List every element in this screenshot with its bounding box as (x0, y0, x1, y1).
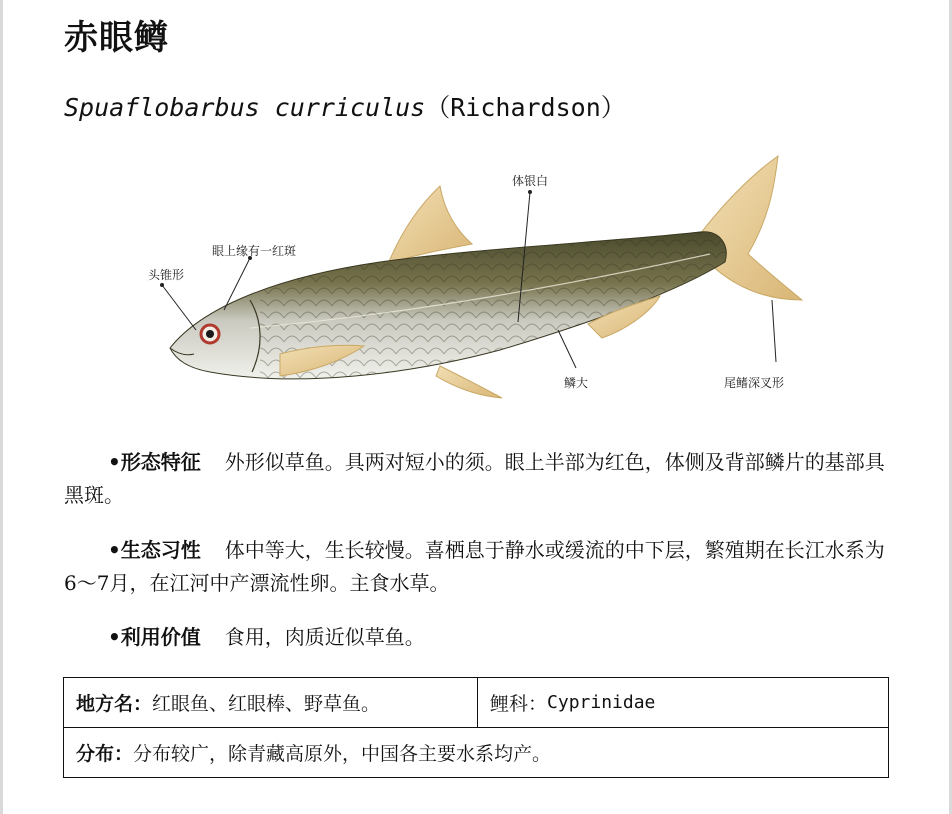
bullet: • (108, 538, 121, 562)
section-ecology (64, 534, 890, 600)
label-eye-spot: 眼上缘有一红斑 (212, 244, 297, 258)
bullet: • (108, 625, 121, 649)
tail-fin (700, 156, 802, 300)
pupil (206, 330, 214, 338)
section-text: 食用，肉质近似草鱼。 (224, 625, 425, 649)
scientific-name: Spuaflobarbus curriculus (64, 93, 426, 122)
local-names-cell (64, 678, 478, 727)
scientific-name-line (64, 88, 626, 124)
label-head-shape: 头锥形 (148, 268, 185, 282)
author-citation: （Richardson） (425, 93, 626, 122)
section-text: 外形似草鱼。具两对短小的须。眼上半部为红色，体侧及背部鳞片的基部具黑斑。 (64, 450, 885, 507)
family-value: Cyprinidae (547, 692, 656, 713)
callout-scales (558, 330, 576, 368)
callout-head-dot (160, 283, 164, 287)
distribution-key: 分布： (76, 743, 134, 765)
distribution-cell (64, 728, 551, 777)
fish-drawing (140, 150, 820, 412)
page-title: 赤眼鳟 (64, 18, 169, 58)
family-key: 鲤科： (490, 693, 548, 715)
section-heading: 形态特征 (120, 450, 201, 474)
callout-tail (772, 300, 776, 362)
callout-body-dot (528, 190, 532, 194)
section-morphology (64, 446, 890, 512)
page-edge-left (0, 0, 3, 814)
local-names-value: 红眼鱼、红眼棒、野草鱼。 (152, 693, 381, 715)
label-scales: 鳞大 (564, 376, 589, 390)
label-body-color: 体银白 (512, 174, 549, 188)
section-uses (64, 621, 890, 654)
bullet: • (108, 450, 121, 474)
distribution-value: 分布较广，除青藏高原外，中国各主要水系均产。 (133, 743, 552, 765)
section-heading: 利用价值 (120, 625, 201, 649)
info-table (63, 677, 889, 778)
fish-illustration (140, 150, 820, 412)
callout-head (162, 285, 196, 330)
info-row-distribution (64, 727, 888, 777)
dorsal-fin (388, 186, 472, 264)
local-names-key: 地方名： (76, 693, 153, 715)
info-row-names (64, 678, 888, 727)
family-cell (478, 678, 655, 727)
scale-texture (260, 230, 740, 400)
pelvic-fin (436, 366, 502, 398)
section-heading: 生态习性 (120, 538, 201, 562)
section-text: 体中等大，生长较慢。喜栖息于静水或缓流的中下层，繁殖期在长江水系为6～7月，在江河中产漂流性卵。主食水草。 (64, 538, 885, 595)
label-tail-fin: 尾鳍深叉形 (724, 376, 785, 390)
